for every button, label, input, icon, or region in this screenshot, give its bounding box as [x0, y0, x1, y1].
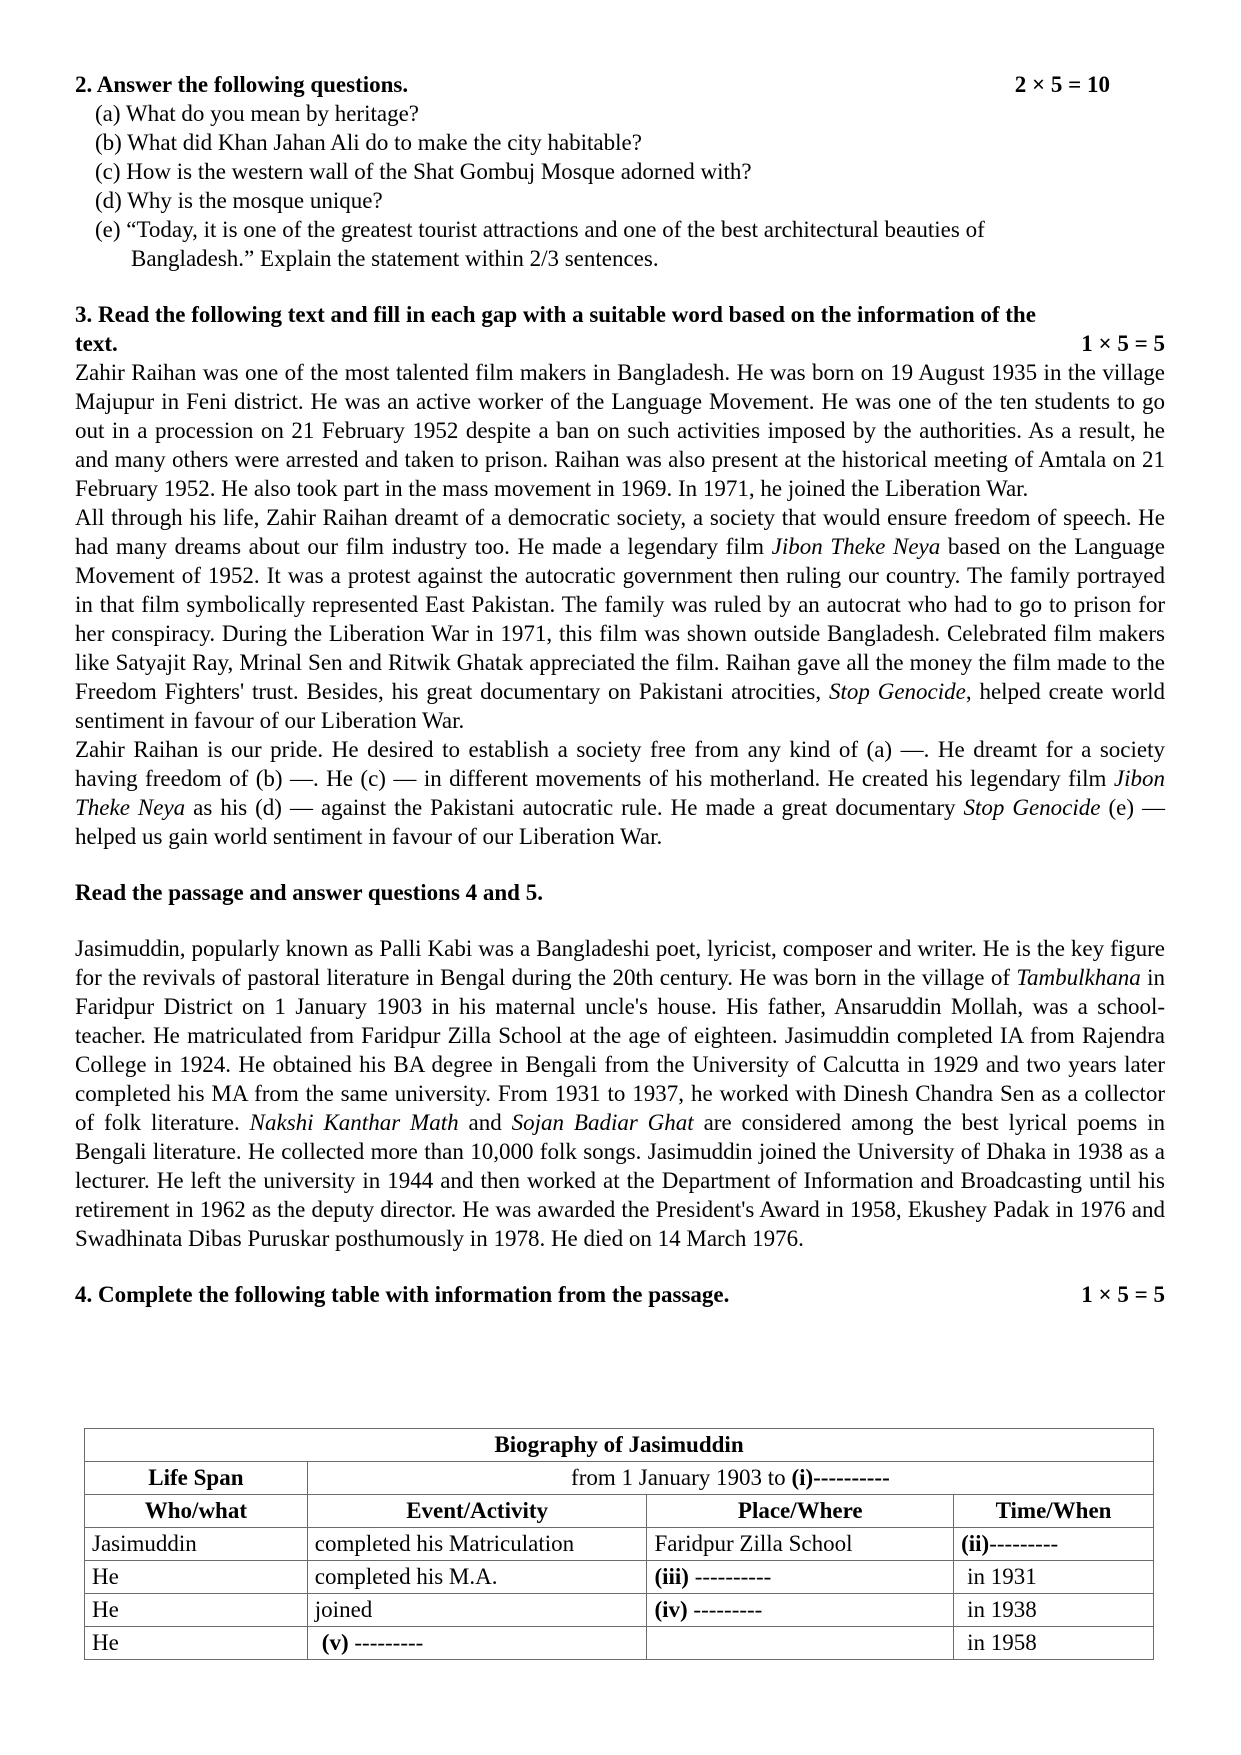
time-value: in 1931	[967, 1564, 1037, 1589]
passage-section	[75, 878, 1165, 1253]
gap-iv: (iv)	[654, 1597, 688, 1622]
table-row	[85, 1594, 1154, 1627]
paragraph-text: based on the Language Movement of 1952. It was a protest against the autocratic government then ruling our country. The family portrayed in that film symbolically represented East Pakistan. The family was ruled by an autocrat who had to go to prison for her conspiracy. During the Liberation War in 1971, this film was shown outside Bangladesh. Celebrated film makers like Satyajit Ray, Mrinal Sen and Ritwik Ghatak appreciated the film. Raihan gave all the money the film made to the Freedom Fighters' trust. Besides, his great documentary on Pakistani atrocities,	[75, 534, 1165, 704]
gap-v: (v)	[321, 1630, 349, 1655]
question-2-item-e: (e) “Today, it is one of the greatest tourist attractions and one of the best architectural beauties of	[95, 217, 985, 242]
cell-who: Jasimuddin	[85, 1528, 308, 1561]
time-value: in 1938	[967, 1597, 1037, 1622]
paragraph-text: (e) — helped us gain world sentiment in favour of our Liberation War.	[75, 795, 1165, 849]
gap-iii: (iii)	[654, 1564, 689, 1589]
gap-dash: ---------	[348, 1630, 424, 1655]
gap-dash: ---------	[989, 1531, 1059, 1556]
paragraph-text: are considered among the best lyrical poems in Bengali literature. He collected more than 10,000 folk songs. Jasimuddin joined the University of Dhaka in 1938 as a lecturer. He left the university in 1944 and then worked at the Department of Information and Broadcasting until his retirement in 1962 as the deputy director. He was awarded the President's Award in 1958, Ekushey Padak in 1976 and Swadhinata Dibas Puruskar posthumously in 1978. He died on 14 March 1976.	[75, 1110, 1166, 1251]
paragraph-text: in Faridpur District on 1 January 1903 in his maternal uncle's house. His father, Ansaruddin Mollah, was a school-teacher. He matriculated from Faridpur Zilla School at the age of eighteen. Jasimuddin completed IA from Rajendra College in 1924. He obtained his BA degree in Bengali from the University of Calcutta in 1929 and two years later completed his MA from the same university. From 1931 to 1937, he worked with Dinesh Chandra Sen as a collector of folk literature.	[75, 965, 1166, 1135]
question-4-header	[75, 1280, 1165, 1309]
question-3-title-cont: text.	[75, 331, 118, 356]
cell-who: He	[85, 1594, 308, 1627]
question-2-item-d: (d) Why is the mosque unique?	[95, 188, 383, 213]
question-3-gap-paragraph	[75, 735, 1165, 851]
cell-time	[954, 1627, 1154, 1660]
question-2-item-a: (a) What do you mean by heritage?	[95, 101, 419, 126]
cell-time	[954, 1594, 1154, 1627]
header-time: Time/When	[954, 1495, 1154, 1528]
poem-title: Sojan Badiar Ghat	[511, 1110, 694, 1135]
question-2-item-b: (b) What did Khan Jahan Ali do to make the city habitable?	[95, 130, 642, 155]
time-value: in 1958	[967, 1630, 1037, 1655]
question-2-marks: 2 × 5 = 10	[1014, 72, 1110, 97]
cell-time	[954, 1528, 1154, 1561]
passage-text	[75, 934, 1165, 1253]
paragraph-text: , helped create world sentiment in favour of our Liberation War.	[75, 679, 1166, 733]
question-2-title: 2. Answer the following questions.	[75, 72, 409, 97]
question-2-items	[75, 99, 1165, 273]
cell-event	[307, 1627, 647, 1660]
table-row	[85, 1528, 1154, 1561]
worksheet-page	[75, 70, 1165, 1309]
cell-place	[647, 1561, 954, 1594]
passage-heading: Read the passage and answer questions 4 and 5.	[75, 880, 543, 905]
header-place: Place/Where	[647, 1495, 954, 1528]
village-name: Tambulkhana	[1016, 965, 1141, 990]
question-3-title: 3. Read the following text and fill in each gap with a suitable word based on the information of the	[75, 302, 1036, 327]
cell-place	[647, 1627, 954, 1660]
cell-who: He	[85, 1561, 308, 1594]
life-span-text: from 1 January 1903 to	[571, 1465, 792, 1490]
cell-place: Faridpur Zilla School	[647, 1528, 954, 1561]
gap-ii: (ii)	[961, 1531, 990, 1556]
question-4-title: 4. Complete the following table with information from the passage.	[75, 1282, 730, 1307]
table-row	[85, 1561, 1154, 1594]
film-title: Jibon Theke Neya	[771, 534, 941, 559]
table-caption: Biography of Jasimuddin	[85, 1429, 1154, 1462]
cell-place	[647, 1594, 954, 1627]
gap-dash: ----------	[688, 1564, 772, 1589]
table-header-row	[85, 1495, 1154, 1528]
question-3	[75, 300, 1165, 851]
cell-event: joined	[307, 1594, 647, 1627]
poem-title: Nakshi Kanthar Math	[249, 1110, 459, 1135]
film-title: Jibon Theke Neya	[75, 766, 1165, 820]
cell-who: He	[85, 1627, 308, 1660]
film-title: Stop Genocide	[963, 795, 1101, 820]
paragraph-text: All through his life, Zahir Raihan dreamt of a democratic society, a society that would ensure freedom of speech. He had many dreams about our film industry too. He made a legendary film	[75, 505, 1165, 559]
cell-time	[954, 1561, 1154, 1594]
paragraph-text: Zahir Raihan is our pride. He desired to establish a society free from any kind of (a) ––. He dreamt for a society having freedom of (b) —. He (c) –– in different movements of his motherland. He created his legendary film	[75, 737, 1165, 791]
table-row	[85, 1627, 1154, 1660]
question-3-paragraph-1: Zahir Raihan was one of the most talented film makers in Bangladesh. He was born on 19 August 1935 in the village Majupur in Feni district. He was an active worker of the Language Movement. He was one of the ten students to go out in a procession on 21 February 1952 despite a ban on such activities imposed by the authorities. As a result, he and many others were arrested and taken to prison. Raihan was also present at the historical meeting of Amtala on 21 February 1952. He also took part in the mass movement in 1969. In 1971, he joined the Liberation War.	[75, 360, 1165, 501]
cell-event: completed his Matriculation	[307, 1528, 647, 1561]
biography-table	[84, 1428, 1154, 1660]
header-event: Event/Activity	[307, 1495, 647, 1528]
header-who: Who/what	[85, 1495, 308, 1528]
life-span-value	[307, 1462, 1153, 1495]
question-2	[75, 70, 1165, 273]
paragraph-text: as his (d) — against the Pakistani autocratic rule. He made a great documentary	[185, 795, 964, 820]
gap-i: (i)----------	[791, 1465, 890, 1490]
question-2-item-e-cont: Bangladesh.” Explain the statement within 2/3 sentences.	[131, 246, 659, 271]
question-2-item-c: (c) How is the western wall of the Shat Gombuj Mosque adorned with?	[95, 159, 752, 184]
gap-dash: ---------	[687, 1597, 763, 1622]
life-span-label: Life Span	[85, 1462, 308, 1495]
paragraph-text: Jasimuddin, popularly known as Palli Kabi was a Bangladeshi poet, lyricist, composer and writer. He is the key figure for the revivals of pastoral literature in Bengal during the 20th century. He was born in the village of	[75, 936, 1165, 990]
question-4-marks: 1 × 5 = 5	[1081, 1282, 1165, 1307]
cell-event: completed his M.A.	[307, 1561, 647, 1594]
film-title: Stop Genocide	[828, 679, 966, 704]
question-3-header-cont	[75, 329, 1165, 358]
paragraph-text: and	[458, 1110, 512, 1135]
question-3-paragraph-2	[75, 503, 1165, 735]
question-2-header	[75, 70, 1165, 99]
question-3-marks: 1 × 5 = 5	[1081, 331, 1165, 356]
